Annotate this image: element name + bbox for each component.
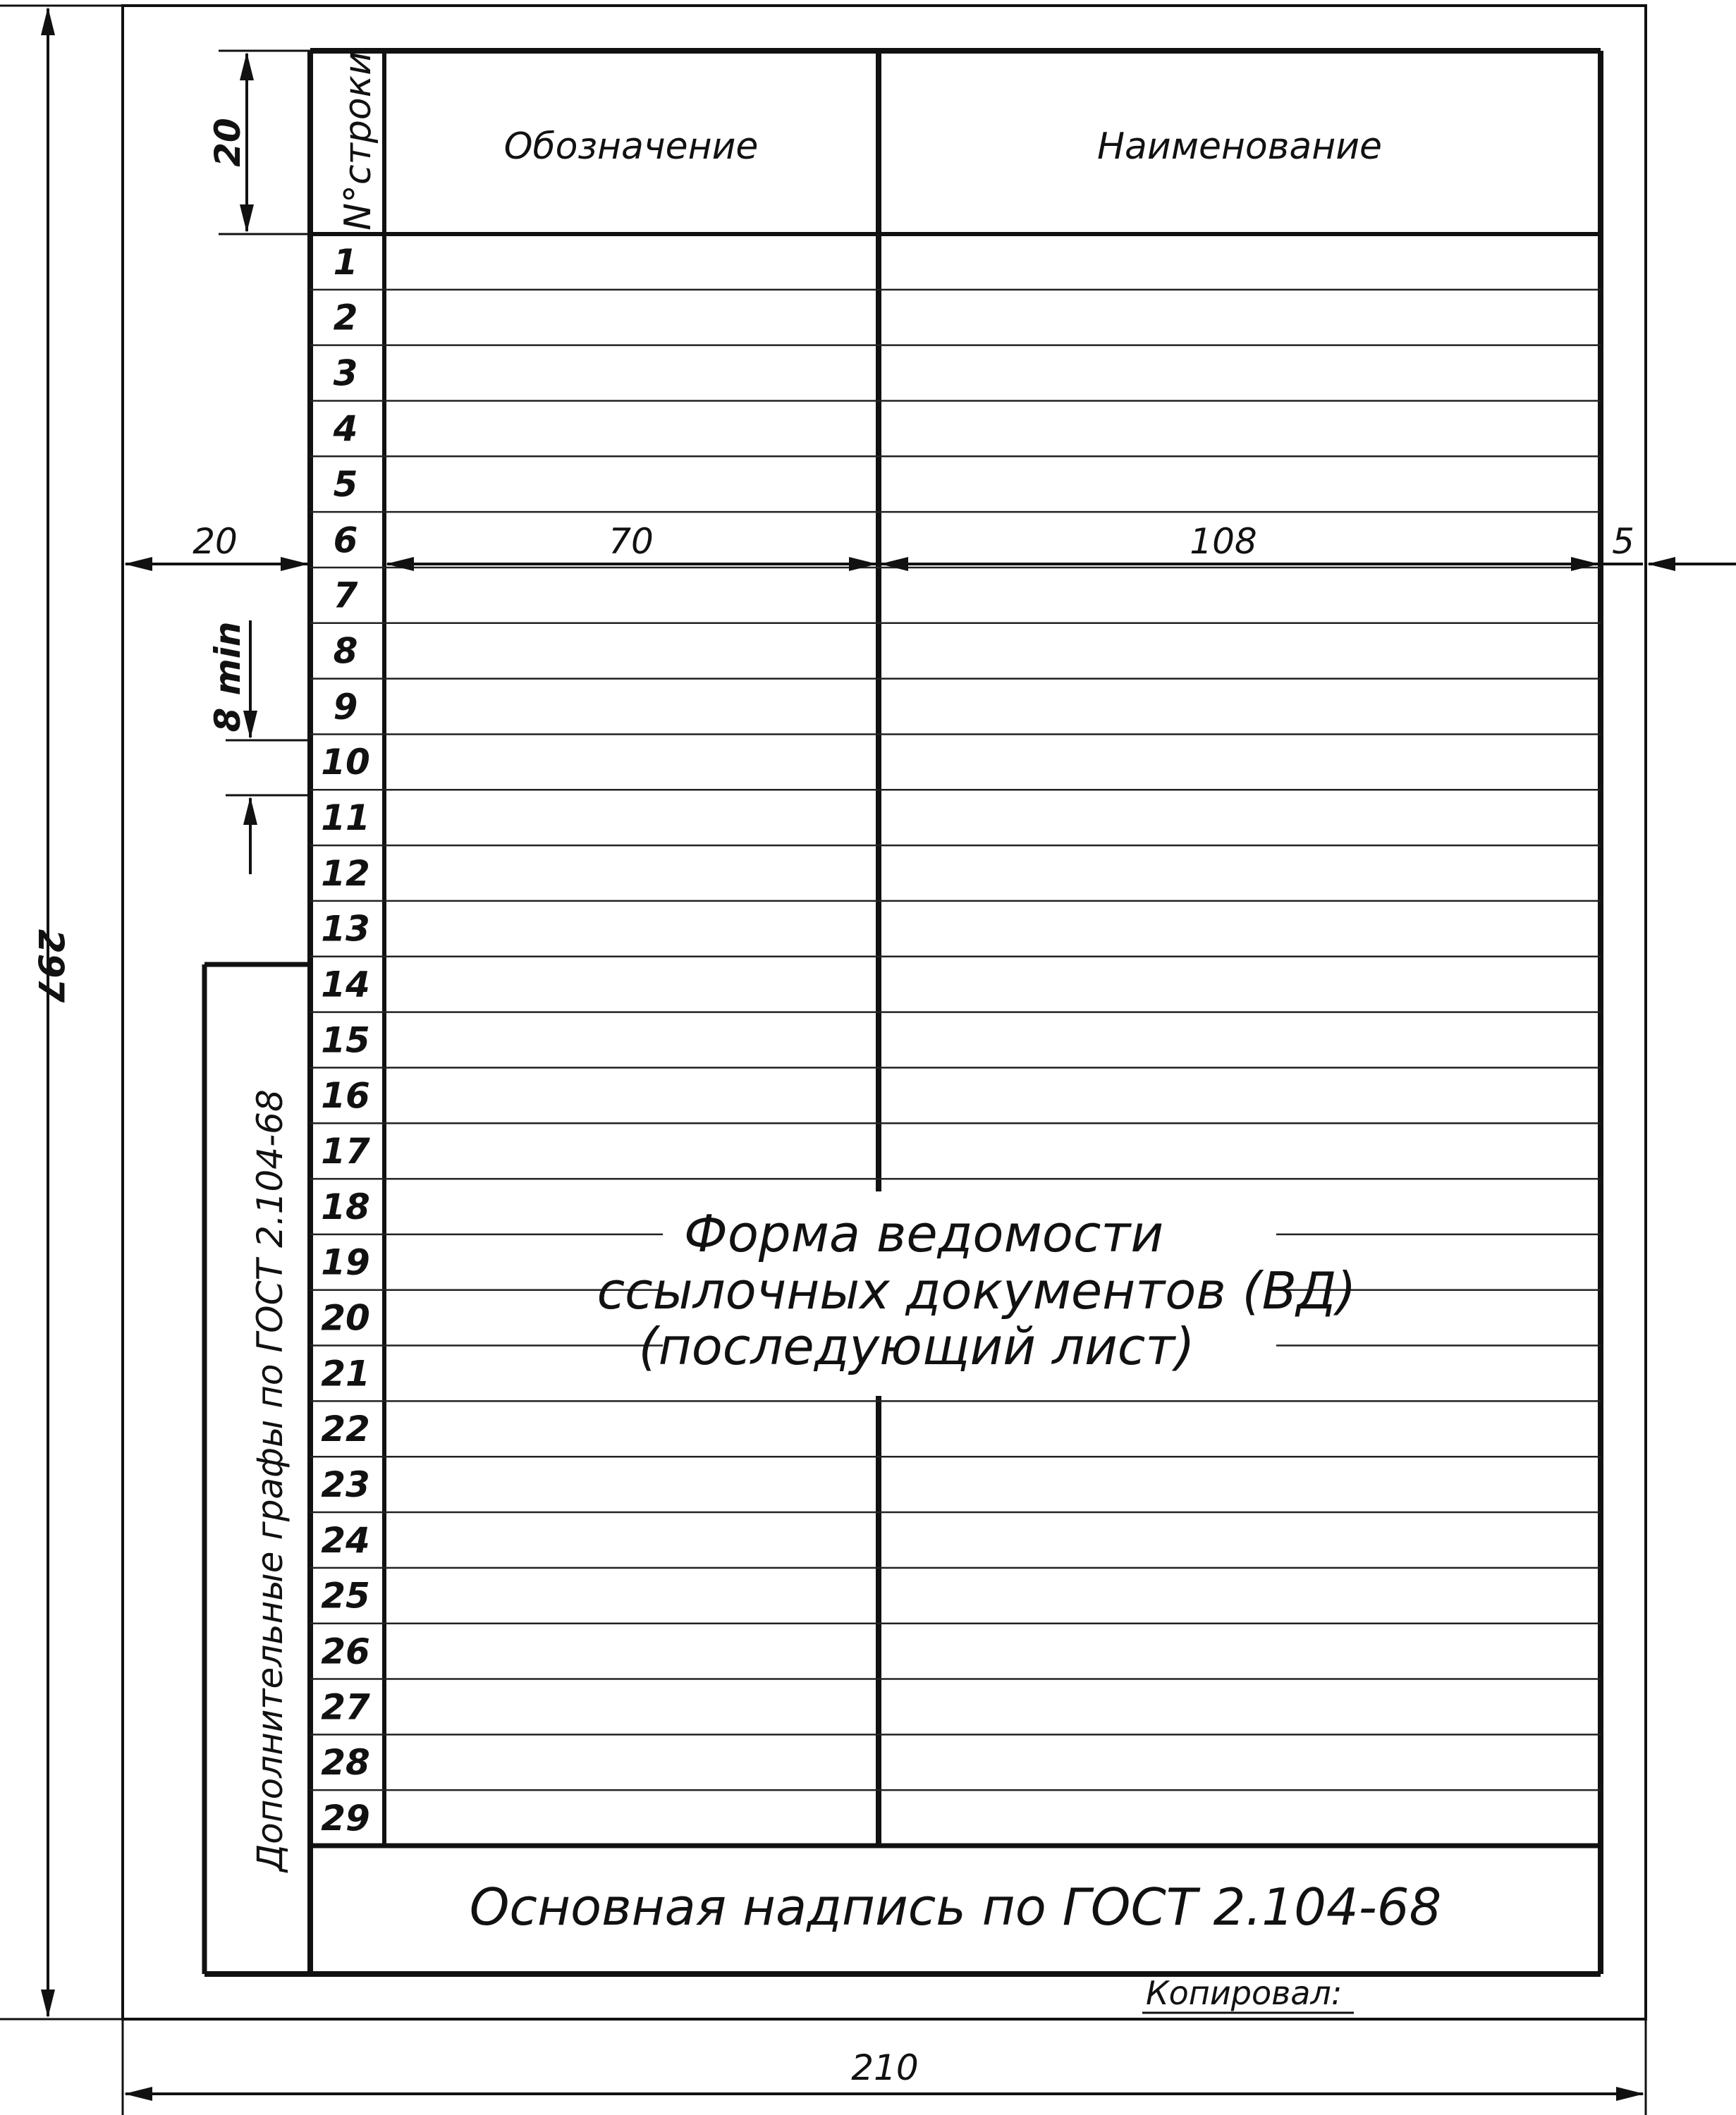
dim-header-height: 20	[207, 118, 248, 167]
caption-line-1: Форма ведомости	[683, 1204, 1164, 1263]
row-number: 7	[333, 575, 358, 616]
dim-right-margin: 5	[1612, 521, 1634, 562]
row-number: 28	[321, 1742, 370, 1784]
row-number: 3	[333, 352, 358, 394]
copied-label: Копировал:	[1146, 1974, 1343, 2012]
row-number: 19	[321, 1242, 370, 1283]
row-number-header: N°строки	[337, 51, 379, 231]
row-number: 16	[321, 1075, 370, 1117]
row-number: 20	[321, 1297, 370, 1339]
row-lines	[310, 290, 1601, 1790]
row-number: 10	[321, 742, 370, 783]
row-number: 4	[333, 408, 358, 450]
row-number: 27	[321, 1686, 370, 1728]
row-number: 21	[321, 1353, 370, 1394]
row-number: 18	[321, 1186, 370, 1227]
row-number: 17	[321, 1130, 370, 1172]
row-number: 5	[333, 464, 358, 505]
row-numbers	[321, 242, 370, 1839]
row-number: 22	[321, 1409, 370, 1450]
row-number: 6	[333, 519, 358, 560]
row-number: 11	[321, 797, 370, 839]
row-number: 25	[321, 1575, 370, 1617]
row-number: 15	[321, 1019, 370, 1061]
dim-left-margin: 20	[192, 521, 238, 562]
row-number: 14	[321, 964, 370, 1005]
dim-name-width: 108	[1190, 521, 1257, 562]
row-number: 2	[333, 297, 358, 338]
row-number: 9	[333, 686, 358, 728]
dim-designation-width: 70	[609, 521, 654, 562]
row-number: 12	[321, 852, 370, 894]
row-number: 23	[321, 1464, 370, 1505]
row-number: 29	[321, 1797, 370, 1839]
row-number: 24	[321, 1519, 370, 1561]
side-caption: Дополнительные графы по ГОСТ 2.104-68	[250, 1089, 291, 1872]
dim-sheet-height: 297	[30, 928, 71, 1003]
dim-sheet-width: 210	[851, 2047, 919, 2088]
title-block-caption: Основная надпись по ГОСТ 2.104-68	[469, 1877, 1442, 1937]
caption-line-3: (последующий лист)	[638, 1317, 1195, 1376]
dim-row-height: 8 min	[207, 621, 248, 732]
row-number: 13	[321, 908, 370, 950]
row-number: 1	[333, 241, 358, 283]
row-number: 8	[333, 630, 358, 672]
caption-line-2: ссылочных документов (ВД)	[597, 1261, 1357, 1320]
designation-header: Обозначение	[503, 125, 759, 168]
row-number: 26	[321, 1631, 370, 1672]
name-header: Наименование	[1096, 125, 1383, 168]
